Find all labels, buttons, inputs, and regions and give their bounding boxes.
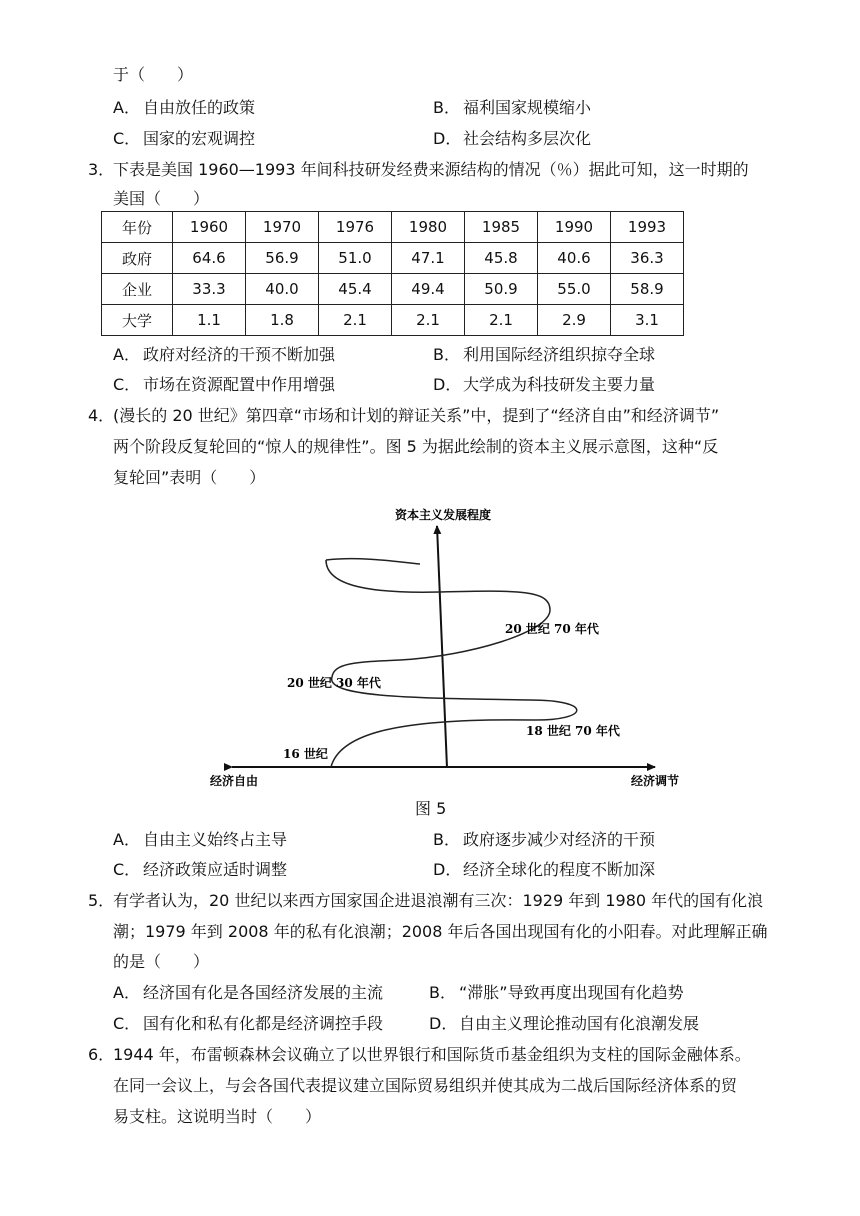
annotation-1970s: 20 世纪 70 年代	[505, 622, 599, 636]
option-key: D．	[433, 129, 462, 148]
q4-option-b[interactable]	[433, 829, 655, 851]
q5-option-a[interactable]	[113, 982, 383, 1004]
option-text: 自由放任的政策	[143, 98, 256, 117]
table-cell: 51.0	[319, 243, 392, 274]
q6-stem-line2: 在同一会议上，与会各国代表提议建立国际贸易组织并使其成为二战后国际经济体系的贸	[113, 1076, 738, 1095]
table-cell: 1980	[392, 212, 465, 243]
option-key: A．	[113, 345, 140, 364]
table-cell: 1976	[319, 212, 392, 243]
y-axis-label: 资本主义发展程度	[395, 508, 492, 522]
table-cell: 45.4	[319, 274, 392, 305]
table-cell: 1993	[611, 212, 684, 243]
option-key: A．	[113, 830, 140, 849]
option-key: B．	[433, 98, 460, 117]
table-cell: 45.8	[465, 243, 538, 274]
q6-stem-line1: 1944 年，布雷顿森林会议确立了以世界银行和国际货币基金组织为支柱的国际金融体系。	[113, 1045, 751, 1064]
table-cell: 2.1	[319, 305, 392, 336]
table-cell: 政府	[102, 243, 173, 274]
option-key: D．	[433, 860, 462, 879]
option-key: A．	[113, 983, 140, 1002]
option-text: 自由主义始终占主导	[143, 830, 288, 849]
table-cell: 47.1	[392, 243, 465, 274]
table-cell: 55.0	[538, 274, 611, 305]
option-text: 大学成为科技研发主要力量	[463, 375, 656, 394]
option-text: 政府对经济的干预不断加强	[143, 345, 336, 364]
q4-option-a[interactable]	[113, 829, 287, 851]
table-cell: 2.1	[392, 305, 465, 336]
q3-number: 3．	[88, 160, 115, 179]
q4-stem-line1: (漫长的 20 世纪》第四章“市场和计划的辩证关系”中，提到了“经济自由”和经济调节”	[113, 406, 720, 425]
q5-stem-line2: 潮；1979 年到 2008 年的私有化浪潮；2008 年后各国出现国有化的小阳春。对此理解正确	[113, 922, 768, 941]
option-key: C．	[113, 375, 141, 394]
table-cell: 1.1	[173, 305, 246, 336]
table-cell: 50.9	[465, 274, 538, 305]
table-cell: 1985	[465, 212, 538, 243]
q6-number: 6．	[88, 1045, 115, 1064]
x-left-label: 经济自由	[210, 774, 259, 788]
option-text: 社会结构多层次化	[463, 129, 592, 148]
table-cell: 36.3	[611, 243, 684, 274]
option-text: 国家的宏观调控	[143, 129, 256, 148]
option-text: 政府逐步减少对经济的干预	[463, 830, 656, 849]
q5-stem-line3: 的是（ ）	[113, 952, 210, 971]
q5-number: 5．	[88, 891, 115, 910]
option-key: D．	[433, 375, 462, 394]
q5-option-b[interactable]	[429, 982, 684, 1004]
option-text: 国有化和私有化都是经济调控手段	[143, 1014, 384, 1033]
table-cell: 40.6	[538, 243, 611, 274]
table-cell: 33.3	[173, 274, 246, 305]
table-cell: 大学	[102, 305, 173, 336]
q4-stem-line2: 两个阶段反复轮回的“惊人的规律性”。图 5 为据此绘制的资本主义展示意图，这种“反	[113, 437, 719, 456]
table-cell: 49.4	[392, 274, 465, 305]
annotation-1770s: 18 世纪 70 年代	[526, 724, 620, 738]
table-cell: 58.9	[611, 274, 684, 305]
option-text: 利用国际经济组织掠夺全球	[463, 345, 656, 364]
table-cell: 1960	[173, 212, 246, 243]
table-cell: 56.9	[246, 243, 319, 274]
figure-caption: 图 5	[415, 799, 447, 818]
table-cell: 2.9	[538, 305, 611, 336]
q4-option-c[interactable]	[113, 859, 287, 881]
option-text: “滞胀”导致再度出现国有化趋势	[459, 983, 684, 1002]
table-cell: 2.1	[465, 305, 538, 336]
q6-stem-line3: 易支柱。这说明当时（ ）	[113, 1107, 322, 1126]
x-right-label: 经济调节	[631, 774, 680, 788]
table-cell: 64.6	[173, 243, 246, 274]
option-key: B．	[433, 345, 460, 364]
q3-stem-line2: 美国（ ）	[113, 189, 210, 208]
q5-option-c[interactable]	[113, 1013, 383, 1035]
q4-option-d[interactable]	[433, 859, 655, 881]
option-key: C．	[113, 129, 141, 148]
table-cell: 1990	[538, 212, 611, 243]
q2-stem-continuation: 于（ ）	[113, 65, 194, 84]
option-key: D．	[429, 1014, 458, 1033]
option-key: A．	[113, 98, 140, 117]
option-text: 经济政策应适时调整	[143, 860, 288, 879]
option-text: 市场在资源配置中作用增强	[143, 375, 336, 394]
q3-stem-line1: 下表是美国 1960—1993 年间科技研发经费来源结构的情况（％）据此可知，这一时期的	[113, 160, 749, 179]
annotation-16th-century: 16 世纪	[283, 747, 328, 761]
table-cell: 1.8	[246, 305, 319, 336]
option-key: C．	[113, 860, 141, 879]
table-cell: 3.1	[611, 305, 684, 336]
option-text: 福利国家规模缩小	[463, 98, 592, 117]
q5-option-d[interactable]	[429, 1013, 699, 1035]
y-axis	[437, 526, 447, 768]
option-text: 经济全球化的程度不断加深	[463, 860, 656, 879]
table-cell: 40.0	[246, 274, 319, 305]
table-cell: 企业	[102, 274, 173, 305]
option-key: B．	[429, 983, 456, 1002]
q4-stem-line3: 复轮回”表明（ ）	[113, 468, 266, 487]
option-text: 自由主义理论推动国有化浪潮发展	[459, 1014, 700, 1033]
annotation-1930s: 20 世纪 30 年代	[287, 676, 381, 690]
q4-number: 4．	[88, 406, 115, 425]
option-key: B．	[433, 830, 460, 849]
q5-stem-line1: 有学者认为，20 世纪以来西方国家国企进退浪潮有三次：1929 年到 1980 年代的国有化浪	[113, 891, 764, 910]
option-key: C．	[113, 1014, 141, 1033]
option-text: 经济国有化是各国经济发展的主流	[143, 983, 384, 1002]
table-cell: 1970	[246, 212, 319, 243]
table-cell: 年份	[102, 212, 173, 243]
